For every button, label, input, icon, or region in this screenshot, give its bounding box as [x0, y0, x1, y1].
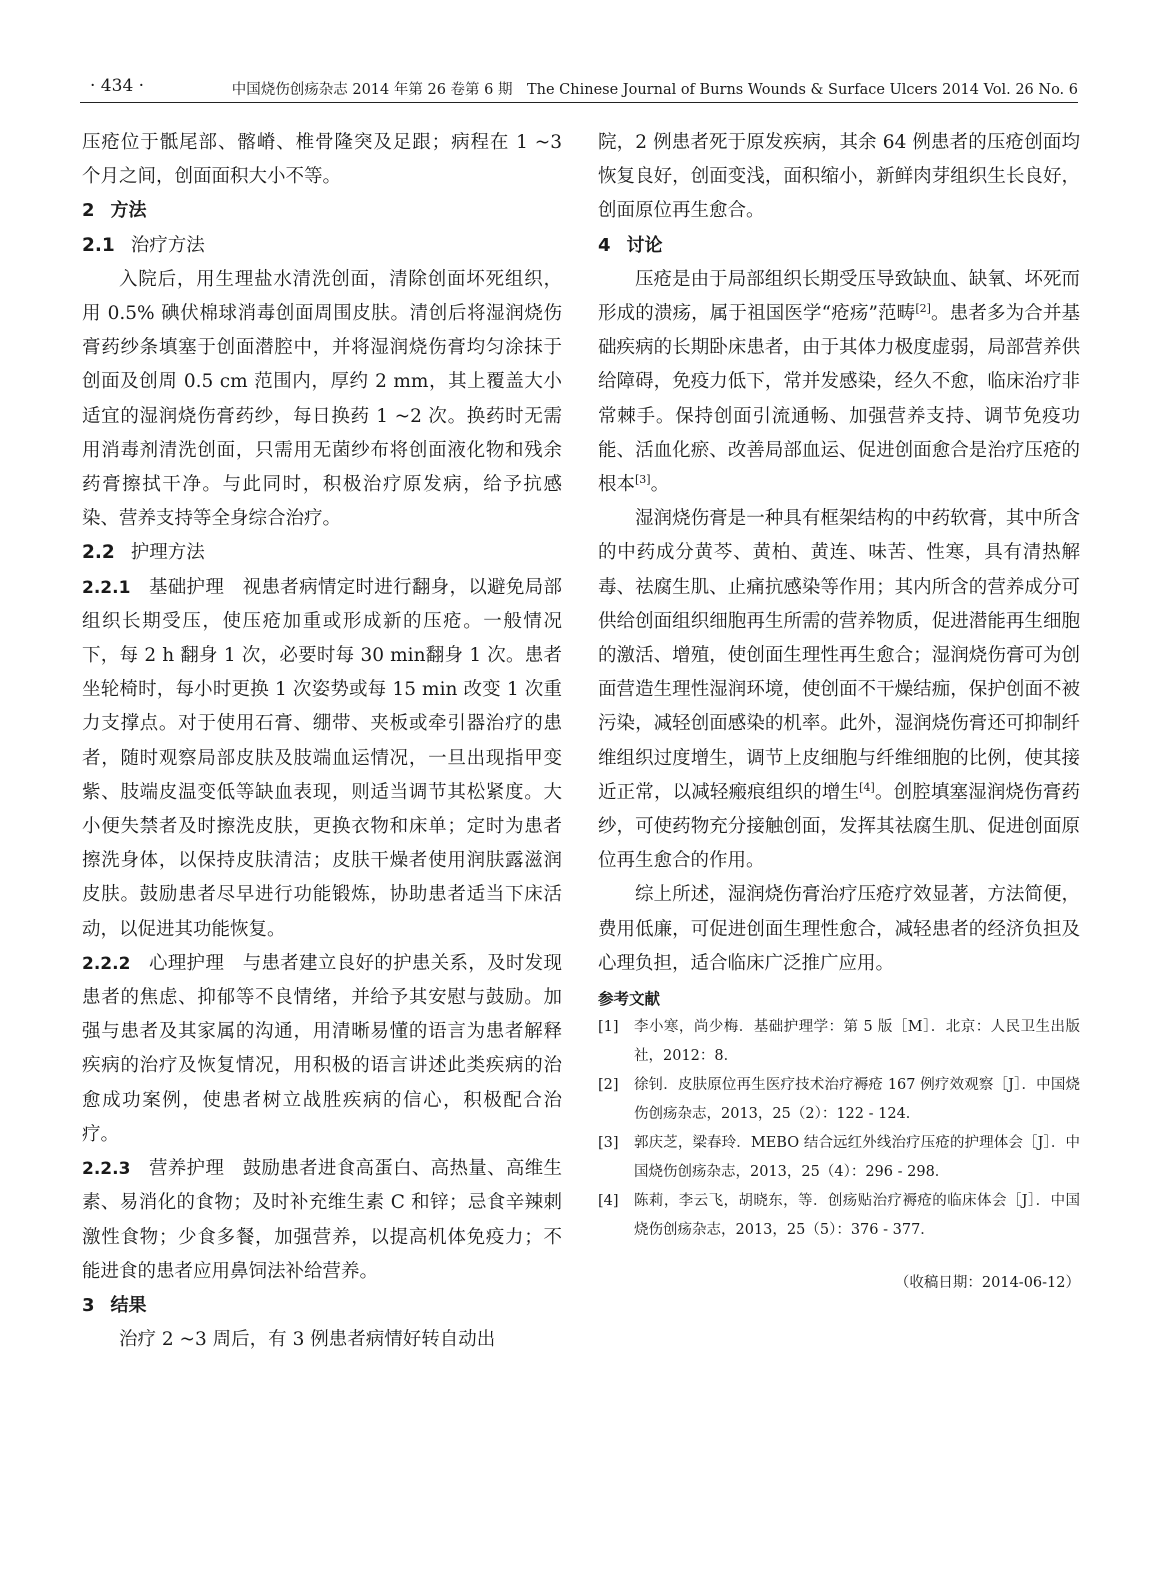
paragraph-text: 压疮是由于局部组织长期受压导致缺血、缺氧、坏死而形成的溃疡，属于祖国医学“疮疡”范畴	[598, 268, 1080, 325]
reference-number: [1]	[598, 1019, 619, 1036]
reference-number: [3]	[598, 1135, 619, 1152]
paragraph-text: 视患者病情定时进行翻身，以避免局部组织长期受压，使压疮加重或形成新的压疮。一般情况下，每 2 h 翻身 1 次，必要时每 30 min翻身 1 次。患者坐轮椅时，每小时更换 1 次姿势或每 15 min 改变 1 次重力支撑点。对于使用石膏、绷带、夹板或牵引器治疗的患者，随时观察局部皮肤及肢端血运情况，一旦出现指甲变紫、肢端皮温变低等缺血表现，则适当调节其松紧度。大小便失禁者及时擦洗皮肤，更换衣物和床单；定时为患者擦洗身体，以保持皮肤清洁；皮肤干燥者使用润肤露滋润皮肤。鼓励患者尽早进行功能锻炼，协助患者适当下床活动，以促进其功能恢复。	[82, 576, 562, 940]
citation: [4]	[859, 780, 875, 794]
reference-item	[598, 1187, 1080, 1244]
reference-text: 郭庆芝，梁春玲．MEBO 结合远红外线治疗压疮的护理体会［J］．中国烧伤创疡杂志，2013，25（4）：296 - 298．	[634, 1135, 1080, 1180]
paragraph: 治疗 2 ~3 周后，有 3 例患者病情好转自动出	[119, 1329, 496, 1351]
section-title: 结果	[110, 1294, 147, 1316]
paragraph: 综上所述，湿润烧伤膏治疗压疮疗效显著，方法简便，费用低廉，可促进创面生理性愈合，减轻患者的经济负担及心理负担，适合临床广泛推广应用。	[598, 884, 1080, 974]
paragraph: 压疮位于骶尾部、髂嵴、椎骨隆突及足跟；病程在 1 ~3 个月之间，创面面积大小不等。	[82, 132, 562, 188]
journal-title: 中国烧伤创疡杂志 2014 年第 26 卷第 6 期 The Chinese Journal of Burns Wounds & Surface Ulcers 2014 Vol. 26 No. 6	[231, 82, 1078, 98]
references-heading: 参考文献	[598, 990, 661, 1009]
reference-text: 徐钊．皮肤原位再生医疗技术治疗褥疮 167 例疗效观察［J］．中国烧伤创疡杂志，2013，25（2）：122 - 124．	[634, 1077, 1080, 1122]
reference-item	[598, 1071, 1080, 1128]
section-title: 讨论	[626, 234, 663, 256]
run-in-title: 基础护理	[148, 576, 225, 598]
paragraph	[598, 263, 1080, 502]
paragraph-nutrition-care	[82, 1152, 562, 1289]
paragraph-text: 与患者建立良好的护患关系，及时发现患者的焦虑、抑郁等不良情绪，并给予其安慰与鼓励。加强与患者及其家属的沟通，用清晰易懂的语言为患者解释疾病的治疗及恢复情况，用积极的语言讲述此类疾病的治愈成功案例，使患者树立战胜疾病的信心，积极配合治疗。	[82, 952, 562, 1145]
running-header	[80, 76, 1078, 103]
section-heading-methods	[82, 194, 562, 228]
section-title: 治疗方法	[130, 234, 205, 256]
run-in-title: 营养护理	[148, 1158, 225, 1180]
section-heading-results	[82, 1289, 562, 1323]
paragraph-text: 湿润烧伤膏是一种具有框架结构的中药软膏，其中所含的中药成分黄芩、黄柏、黄连、味苦、性寒，具有清热解毒、祛腐生肌、止痛抗感染等作用；其内所含的营养成分可供给创面组织细胞再生所需的营养物质，促进潜能再生细胞的激活、增殖，使创面生理性再生愈合；湿润烧伤膏可为创面营造生理性湿润环境，使创面不干燥结痂，保护创面不被污染，减轻创面感染的机率。此外，湿润烧伤膏还可抑制纤维组织过度增生，调节上皮细胞与纤维细胞的比例，使其接近正常，以减轻瘢痕组织的增生	[598, 508, 1080, 803]
reference-item	[598, 1129, 1080, 1186]
reference-text: 李小寒，尚少梅．基础护理学：第 5 版［M］．北京：人民卫生出版社，2012：8．	[634, 1019, 1080, 1064]
section-number: 2.2.1	[82, 577, 131, 598]
run-in-title: 心理护理	[148, 952, 225, 974]
paragraph-basic-care	[82, 571, 562, 947]
reference-text: 陈莉，李云飞，胡晓东，等．创疡贴治疗褥疮的临床体会［J］．中国烧伤创疡杂志，2013，25（5）：376 - 377．	[634, 1193, 1080, 1238]
citation: [3]	[635, 472, 651, 486]
section-number: 2.2.3	[82, 1159, 131, 1180]
paragraph-text: 。创腔填塞湿润烧伤膏药纱，可使药物充分接触创面，发挥其祛腐生肌、促进创面原位再生愈合的作用。	[598, 781, 1080, 872]
paragraph-psych-care	[82, 947, 562, 1152]
left-column	[82, 126, 562, 1357]
received-date: （收稿日期：2014-06-12）	[894, 1275, 1080, 1292]
paragraph: 院，2 例患者死于原发疾病，其余 64 例患者的压疮创面均恢复良好，创面变浅，面积缩小，新鲜肉芽组织生长良好，创面原位再生愈合。	[598, 132, 1080, 222]
section-number: 2	[82, 200, 95, 222]
reference-list	[598, 1013, 1080, 1244]
reference-number: [2]	[598, 1077, 619, 1094]
right-column	[598, 126, 1080, 1300]
section-heading-discussion	[598, 229, 1080, 263]
section-title: 方法	[110, 200, 147, 222]
subsection-heading-nursing	[82, 536, 562, 570]
reference-item	[598, 1013, 1080, 1070]
paragraph	[598, 502, 1080, 878]
section-number: 2.2	[82, 542, 115, 564]
section-number: 4	[598, 234, 611, 256]
subsection-heading-treatment	[82, 229, 562, 263]
paragraph-text: 。	[650, 474, 670, 496]
paragraph: 入院后，用生理盐水清洗创面，清除创面坏死组织，用 0.5% 碘伏棉球消毒创面周围皮肤。清创后将湿润烧伤膏药纱条填塞于创面潜腔中，并将湿润烧伤膏均匀涂抹于创面及创周 0.5 cm 范围内，厚约 2 mm，其上覆盖大小适宜的湿润烧伤膏药纱，每日换药 1 ~2 次。换药时无需用消毒剂清洗创面，只需用无菌纱布将创面液化物和残余药膏擦拭干净。与此同时，积极治疗原发病，给予抗感染、营养支持等全身综合治疗。	[82, 268, 562, 530]
page-number: · 434 ·	[90, 76, 145, 96]
paragraph-text: 鼓励患者进食高蛋白、高热量、高维生素、易消化的食物；及时补充维生素 C 和锌；忌食辛辣刺激性食物；少食多餐，加强营养，以提高机体免疫力；不能进食的患者应用鼻饲法补给营养。	[82, 1158, 562, 1282]
reference-number: [4]	[598, 1193, 619, 1210]
section-title: 护理方法	[130, 542, 205, 564]
paragraph-text: 。患者多为合并基础疾病的长期卧床患者，由于其体力极度虚弱，局部营养供给障碍，免疫力低下，常并发感染，经久不愈，临床治疗非常棘手。保持创面引流通畅、加强营养支持、调节免疫功能、活血化瘀、改善局部血运、促进创面愈合是治疗压疮的根本	[598, 303, 1080, 496]
citation: [2]	[915, 301, 931, 315]
section-number: 2.1	[82, 234, 115, 256]
section-number: 3	[82, 1294, 95, 1316]
section-number: 2.2.2	[82, 953, 131, 974]
